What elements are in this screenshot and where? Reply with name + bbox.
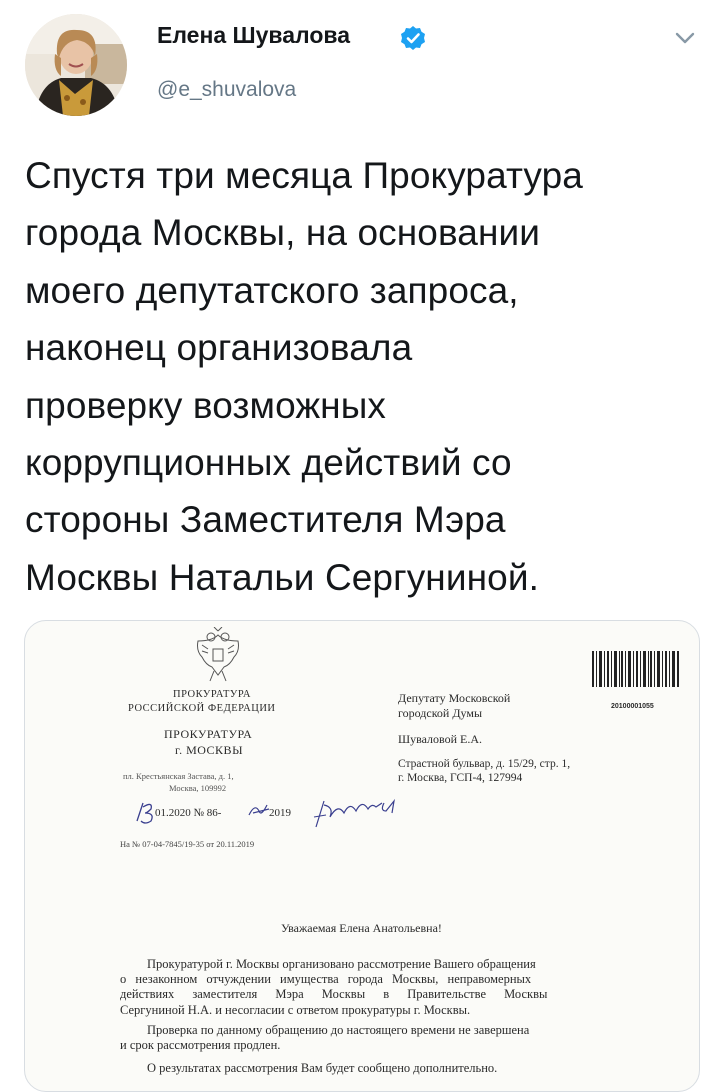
doc-org-line3: ПРОКУРАТУРА — [164, 727, 253, 741]
doc-org-line4: г. МОСКВЫ — [175, 743, 244, 757]
scanned-document — [25, 621, 699, 1091]
avatar-photo — [25, 14, 127, 116]
doc-body-line: действиях заместителя Мэра Москвы в Правительстве Москвы — [120, 987, 548, 1001]
tweet-header — [0, 0, 720, 130]
tweet-text-line: наконец организовала — [25, 327, 413, 369]
display-name[interactable]: Елена Шувалова — [157, 22, 351, 48]
chevron-down-icon[interactable] — [674, 30, 696, 46]
doc-body-line: и срок рассмотрения продлен. — [120, 1038, 281, 1052]
tweet-text-line: коррупционных действий со — [25, 442, 512, 484]
doc-recipient-line2: городской Думы — [398, 706, 483, 720]
tweet-text-line: проверку возможных — [25, 384, 387, 426]
tweet-text — [25, 147, 705, 606]
tweet-text-line: моего депутатского запроса, — [25, 269, 519, 311]
doc-org-line1: ПРОКУРАТУРА — [173, 689, 251, 700]
doc-recipient-line4: Страстной бульвар, д. 15/29, стр. 1, — [398, 758, 571, 770]
doc-body-line: Прокуратурой г. Москвы организовано рассмотрение Вашего обращения — [147, 957, 536, 971]
verified-badge-icon — [400, 25, 426, 51]
handwritten-number — [247, 801, 271, 819]
doc-salutation: Уважаемая Елена Анатольевна! — [281, 921, 442, 935]
coat-of-arms-emblem — [192, 627, 244, 683]
tweet-media-image[interactable] — [24, 620, 700, 1092]
avatar[interactable] — [25, 14, 127, 116]
doc-recipient-line5: г. Москва, ГСП-4, 127994 — [398, 772, 523, 784]
tweet-text-line: Спустя три месяца Прокуратура — [25, 155, 583, 196]
barcode-graphic — [590, 651, 682, 701]
barcode-number: 20100001055 — [611, 703, 654, 710]
doc-date-year: 2019 — [269, 807, 291, 819]
doc-address-line2: Москва, 109992 — [169, 783, 227, 793]
user-handle[interactable]: @e_shuvalova — [157, 78, 297, 101]
doc-ref-line: На № 07-04-7845/19-35 от 20.11.2019 — [120, 839, 255, 849]
doc-org-line2: РОССИЙСКОЙ ФЕДЕРАЦИИ — [128, 703, 276, 714]
tweet-text-line: стороны Заместителя Мэра — [25, 499, 506, 541]
tweet-text-line: Москвы Натальи Сергуниной. — [25, 556, 539, 598]
doc-recipient-line1: Депутату Московской — [398, 691, 511, 705]
doc-date-line: 01.2020 № 86- — [155, 807, 222, 819]
doc-body-line: О результатах рассмотрения Вам будет сообщено дополнительно. — [147, 1061, 498, 1075]
tweet-text-line: города Москвы, на основании — [25, 212, 541, 254]
doc-recipient-line3: Шуваловой Е.А. — [398, 732, 483, 746]
handwritten-signature-mark — [310, 797, 400, 831]
doc-body-line: о незаконном отчуждении имущества города Москвы, неправомерных — [120, 972, 532, 986]
doc-body-line: Проверка по данному обращению до настоящего времени не завершена — [147, 1023, 530, 1037]
doc-body-line: Сергуниной Н.А. и несогласии с ответом прокуратуры г. Москвы. — [120, 1003, 471, 1017]
doc-address-line1: пл. Крестьянская Застава, д. 1, — [123, 771, 234, 781]
